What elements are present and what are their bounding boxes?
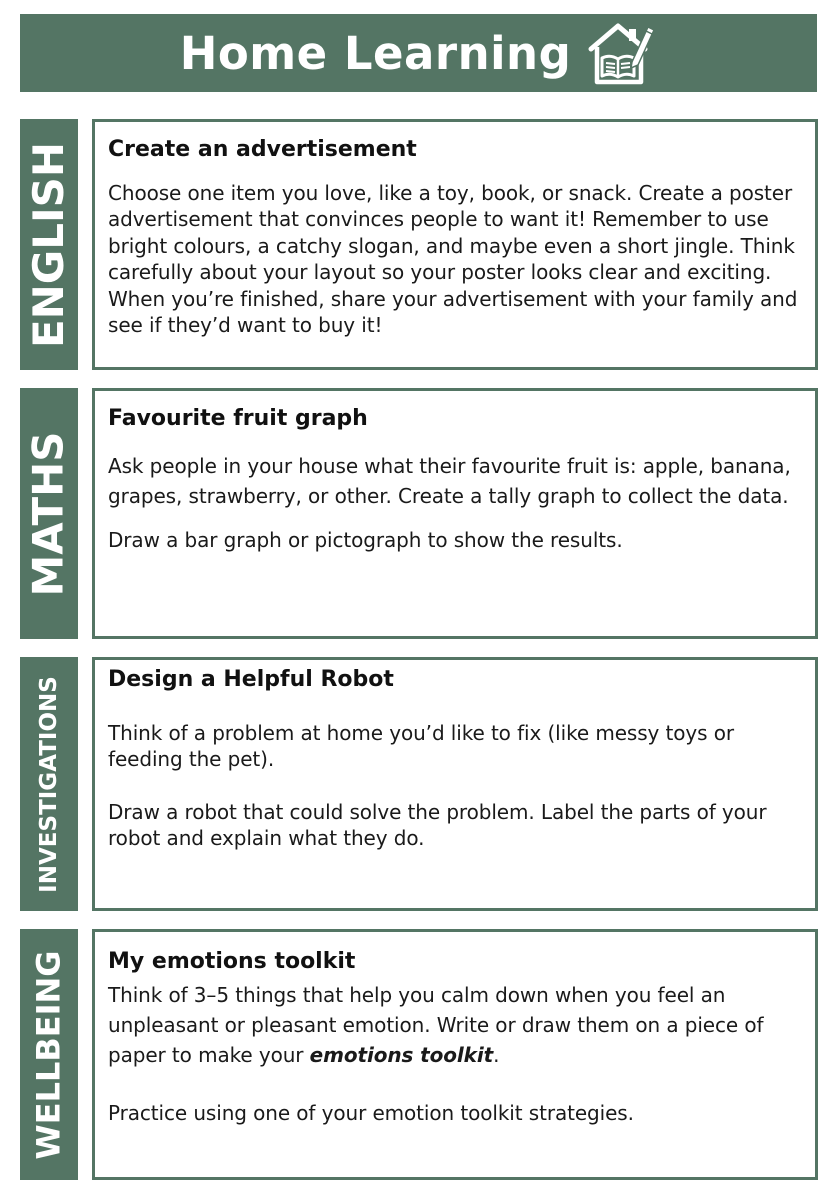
house-book-pencil-icon: [585, 16, 657, 88]
tab-label: WELLBEING: [30, 949, 69, 1160]
activity-box: [92, 657, 818, 911]
header-banner: [20, 14, 817, 92]
tab-maths: [20, 388, 78, 639]
section-maths: [20, 388, 818, 639]
tab-label: MATHS: [24, 430, 73, 597]
activity-paragraph: [108, 980, 805, 1070]
activity-paragraph: Draw a robot that could solve the problem. Label the parts of your robot and explain what they do.: [108, 799, 767, 851]
tab-wellbeing: [20, 929, 78, 1180]
activity-box: [92, 119, 818, 370]
activity-paragraph: Choose one item you love, like a toy, book, or snack. Create a poster advertisement that convinces people to want it! Remember to use bright colours, a catchy slogan, and maybe even a short jingle. Think carefully about your layout so your poster looks clear and exciting. When you’re finished, share your advertisement with your family and see if they’d want to buy it!: [108, 180, 798, 338]
activity-paragraph: Practice using one of your emotion toolkit strategies.: [108, 1100, 634, 1125]
section-investigations: [20, 657, 818, 911]
tab-label: INVESTIGATIONS: [35, 675, 62, 893]
emphasis-text: emotions toolkit: [309, 1042, 494, 1067]
activity-paragraph: Ask people in your house what their favourite fruit is: apple, banana, grapes, strawberry, or other. Create a tally graph to collect the data.: [108, 453, 791, 508]
page-title: Home Learning: [179, 26, 572, 80]
tab-label: ENGLISH: [24, 141, 74, 348]
paragraph-text: Think of 3–5 things that help you calm down when you feel an unpleasant or pleasant emotion. Write or draw them on a piece of paper to make your: [108, 982, 764, 1067]
activity-paragraph: Draw a bar graph or pictograph to show the results.: [108, 527, 623, 552]
activity-title: Create an advertisement: [108, 137, 417, 162]
activity-title: My emotions toolkit: [108, 949, 356, 974]
activity-box: [92, 388, 818, 639]
activity-box: [92, 929, 818, 1180]
tab-english: [20, 119, 78, 370]
activity-title: Design a Helpful Robot: [108, 667, 394, 692]
section-english: [20, 119, 818, 370]
paragraph-text: .: [493, 1042, 500, 1067]
section-wellbeing: [20, 929, 818, 1180]
activity-title: Favourite fruit graph: [108, 406, 368, 431]
tab-investigations: [20, 657, 78, 911]
activity-paragraph: Think of a problem at home you’d like to fix (like messy toys or feeding the pet).: [108, 720, 734, 772]
